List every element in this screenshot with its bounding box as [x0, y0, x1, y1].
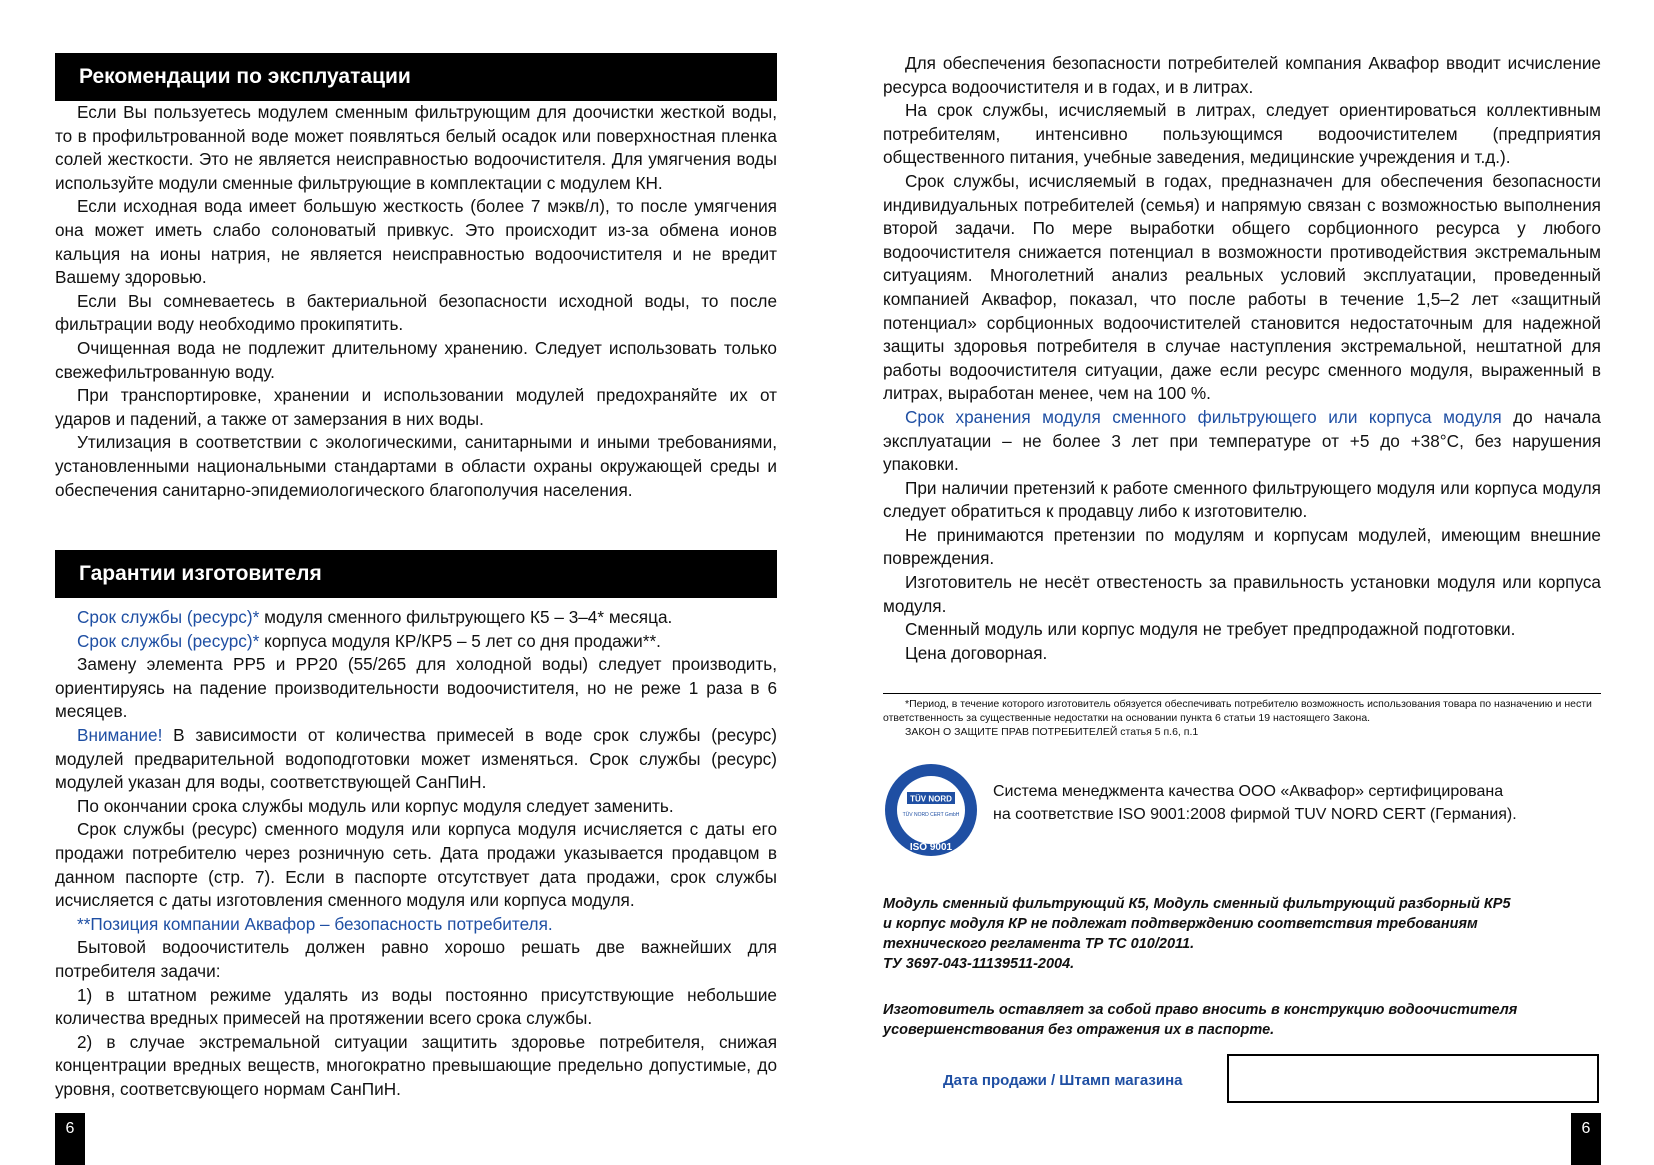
text-span: модуля сменного фильтрующего К5 – 3–4* месяца.: [259, 607, 673, 627]
reserve-line: Изготовитель оставляет за собой право вносить в конструкцию водоочистителя: [883, 1002, 1518, 1018]
paragraph: Замену элемента PP5 и PP20 (55/265 для холодной воды) следует производить, ориентируясь на падение производительности водоочистителя, но не реже 1 раза в 6 месяцев.: [55, 654, 777, 722]
text-span: корпуса модуля КР/КР5 – 5 лет со дня продажи**.: [259, 630, 661, 651]
footnote: [883, 697, 1601, 739]
paragraph: Не принимаются претензии по модулям и корпусам модулей, имеющим внешние повреждения.: [883, 524, 1601, 569]
storage-label: Срок хранения модуля сменного фильтрующего или корпуса модуля: [905, 406, 1502, 427]
manufacturer-reserve-notice: [883, 1000, 1601, 1040]
cert-line: на соответствие ISO 9001:2008 фирмой TUV NORD CERT (Германия).: [993, 806, 1517, 823]
warranty-heading: Гарантии изготовителя: [55, 550, 777, 598]
paragraph: Цена договорная.: [905, 642, 1048, 663]
page-number: 6: [1571, 1113, 1601, 1165]
sale-date-stamp-box[interactable]: [1227, 1054, 1599, 1103]
paragraph: Если Вы пользуетесь модулем сменным фильтрующим для доочистки жесткой воды, то в профильтрованной воде может появляться белый осадок или поверхностная пленка солей жесткости. Это не является неисправностью водоочистителя. Для умягчения воды используйте модули сменные фильтрующие в комплектации с модулем КН.: [55, 102, 777, 193]
paragraph: [55, 724, 777, 795]
page-number: 6: [55, 1113, 85, 1165]
paragraph: Очищенная вода не подлежит длительному хранению. Следует использовать только свежефильтрованную воду.: [55, 337, 777, 382]
warranty-body: [55, 606, 777, 1101]
certification-text: [993, 780, 1517, 826]
recommendations-heading: Рекомендации по эксплуатации: [55, 53, 777, 101]
paragraph: При транспортировке, хранении и использовании модулей предохраняйте их от ударов и падений, а также от замерзания в них воды.: [55, 385, 777, 429]
paragraph: [883, 406, 1601, 477]
footnote-law: ЗАКОН О ЗАЩИТЕ ПРАВ ПОТРЕБИТЕЛЕЙ статья 5 п.6, п.1: [905, 726, 1199, 738]
position-heading: **Позиция компании Аквафор – безопасность потребителя.: [77, 913, 553, 934]
reserve-line: усовершенствования без отражения их в паспорте.: [883, 1022, 1275, 1038]
text-span: В зависимости от количества примесей в воде срок службы (ресурс) модулей предварительной водоподготовки может изменяться. Срок службы (ресурс) модулей указан для воды, соответствующей СанПиН.: [55, 724, 777, 793]
regulation-line: технического регламента ТР ТС 010/2011.: [883, 936, 1195, 952]
footnote-text: *Период, в течение которого изготовитель обязуется обеспечивать потребителю возможность использования товара по назначению и нести ответственность за существенные недостатки на основании пункта 6 статьи 19 настоящего Закона.: [883, 698, 1592, 724]
service-life-label: Срок службы (ресурс)*: [77, 607, 260, 627]
paragraph: На срок службы, исчисляемый в литрах, следует ориентироваться коллективным потребителям, интенсивно пользующимся водоочистителем (предприятия общественного питания, учебные заведения, медицинские учреждения и т.д.).: [883, 100, 1601, 168]
logo-bottom-text: ISO 9001: [909, 842, 953, 853]
paragraph: Срок службы (ресурс) сменного модуля или корпуса модуля исчисляется с даты его продажи потребителю через розничную сеть. Дата продажи указывается продавцом в данном паспорте (стр. 7). Если в паспорте отсутствует дата продажи, срок службы исчисляется с даты изготовления сменного модуля или корпуса модуля.: [55, 819, 777, 911]
cert-line: Система менеджмента качества ООО «Аквафор» сертифицирована: [993, 783, 1504, 800]
attention-label: Внимание!: [77, 724, 163, 745]
logo-mid-text: TÜV NORD CERT GmbH: [902, 812, 960, 818]
paragraph: [55, 606, 777, 630]
footnote-divider: [883, 693, 1601, 694]
paragraph: 1) в штатном режиме удалять из воды постоянно присутствующие небольшие количества вредных примесей на протяжении всего срока службы.: [55, 984, 777, 1029]
consumer-safety-body: [883, 52, 1601, 665]
paragraph: По окончании срока службы модуль или корпус модуля следует заменить.: [77, 795, 674, 816]
sale-date-label: Дата продажи / Штамп магазина: [943, 1072, 1183, 1089]
paragraph: При наличии претензий к работе сменного фильтрующего модуля или корпуса модуля следует обратиться к продавцу либо к изготовителю.: [883, 477, 1601, 522]
paragraph: Срок службы, исчисляемый в годах, предназначен для обеспечения безопасности индивидуальных потребителей (семья) и напрямую связан с возможностью выполнения второй задачи. По мере выработки общего сорбционного ресурса у любого водоочистителя снижается потенциал в возможности противодействия экстремальным ситуациям. Многолетний анализ реальных условий эксплуатации, проведенный компанией Аквафор, показал, что после работы в течение 1,5–2 лет «защитный потенциал» сорбционных водоочистителей становится недостаточным для надежной защиты здоровья потребителя в случае наступления экстремальной, нештатной для работы водоочистителя ситуации, даже если ресурс сменного модуля, выраженный в литрах, выработан менее, чем на 100 %.: [883, 170, 1601, 404]
paragraph: Сменный модуль или корпус модуля не требует предпродажной подготовки.: [905, 619, 1516, 640]
regulation-line: Модуль сменный фильтрующий К5, Модуль сменный фильтрующий разборный КР5: [883, 896, 1511, 912]
service-life-label: Срок службы (ресурс)*: [77, 630, 260, 651]
recommendations-body: [55, 101, 777, 502]
paragraph: 2) в случае экстремальной ситуации защитить здоровье потребителя, снижая концентрации вредных веществ, многократно превышающие предельно допустимые, до уровня, соответсвующего нормам СанПиН.: [55, 1031, 777, 1099]
paragraph: [55, 630, 777, 654]
paragraph: Если исходная вода имеет большую жесткость (более 7 мэкв/л), то после умягчения она может иметь слабо солоноватый привкус. Это происходит из-за обмена ионов кальция на ионы натрия, не является неисправностью водоочистителя и не вредит Вашему здоровью.: [55, 196, 777, 288]
paragraph: Изготовитель не несёт отвестеность за правильность установки модуля или корпуса модуля.: [883, 572, 1601, 616]
regulation-notice: [883, 894, 1601, 974]
paragraph: Бытовой водоочиститель должен равно хорошо решать две важнейших для потребителя задачи:: [55, 937, 777, 981]
paragraph: Для обеспечения безопасности потребителей компания Аквафор вводит исчисление ресурса водоочистителя и в годах, и в литрах.: [883, 53, 1601, 97]
tuv-nord-iso-logo: [883, 762, 979, 858]
paragraph: Если Вы сомневаетесь в бактериальной безопасности исходной воды, то после фильтрации воду необходимо прокипятить.: [55, 290, 777, 335]
regulation-line: ТУ 3697-043-11139511-2004.: [883, 956, 1075, 972]
logo-top-text: TÜV NORD: [910, 794, 952, 804]
regulation-line: и корпус модуля КР не подлежат подтверждению соответствия требованиям: [883, 916, 1478, 932]
paragraph: Утилизация в соответствии с экологическими, санитарными и иными требованиями, установленными национальными стандартами в области охраны окружающей среды и обеспечения санитарно-эпидемиологического благополучия населения.: [55, 432, 777, 500]
text-span: до начала эксплуатации – не более 3 лет при температуре от +5 до +38°C, без нарушения упаковки.: [883, 406, 1601, 475]
